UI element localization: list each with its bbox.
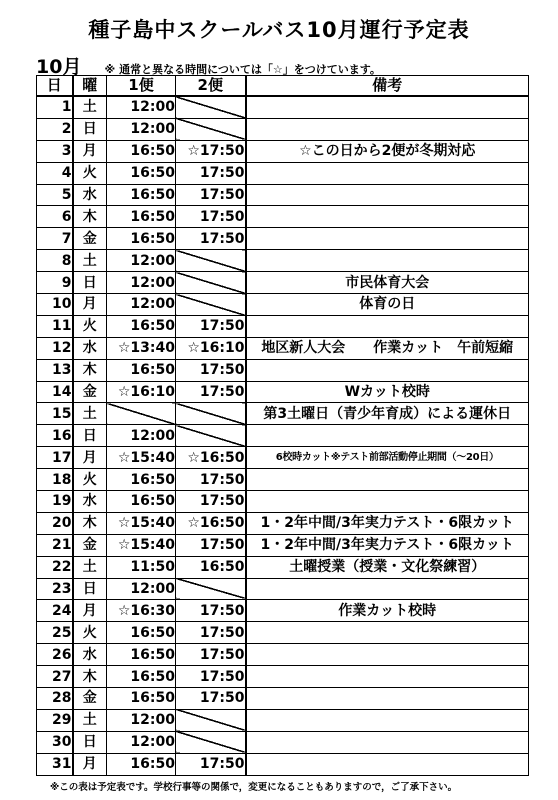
bus2-time-cell [176, 250, 246, 272]
month-label: 10月 [36, 56, 82, 78]
weekday-cell: 日 [73, 118, 107, 140]
bus2-time-cell: 17:50 [176, 666, 246, 688]
remarks-cell: ☆この日から2便が冬期対応 [246, 140, 529, 162]
bus1-time-cell: ☆15:40 [107, 512, 176, 534]
bus1-time-cell: 12:00 [107, 731, 176, 753]
day-cell: 1 [37, 96, 73, 118]
bus2-time-cell: ☆17:50 [176, 140, 246, 162]
weekday-cell: 日 [73, 578, 107, 600]
bus1-time-cell: 16:50 [107, 666, 176, 688]
remarks-cell [246, 666, 529, 688]
weekday-cell: 水 [73, 491, 107, 513]
weekday-cell: 木 [73, 359, 107, 381]
table-row [37, 753, 529, 775]
bus1-time-cell: 16:50 [107, 206, 176, 228]
table-row [37, 600, 529, 622]
bus1-time-cell [107, 403, 176, 425]
day-cell: 4 [37, 162, 73, 184]
bus1-time-cell: ☆16:30 [107, 600, 176, 622]
bus2-time-cell [176, 403, 246, 425]
remarks-cell [246, 491, 529, 513]
bus1-time-cell: 16:50 [107, 753, 176, 775]
table-row [37, 337, 529, 359]
day-cell: 17 [37, 447, 73, 469]
bus2-time-cell: 17:50 [176, 644, 246, 666]
bus1-time-cell: 16:50 [107, 184, 176, 206]
weekday-cell: 木 [73, 666, 107, 688]
table-row [37, 447, 529, 469]
bus2-time-cell [176, 96, 246, 118]
bus2-time-cell [176, 578, 246, 600]
remarks-cell: 地区新人大会 作業カット 午前短縮 [246, 337, 529, 359]
header-day: 日 [37, 76, 73, 97]
page-title: 種子島中スクールバス10月運行予定表 [88, 18, 470, 42]
header-remarks: 備考 [246, 76, 529, 97]
weekday-cell: 木 [73, 512, 107, 534]
bus1-time-cell: 12:00 [107, 272, 176, 294]
bus2-time-cell: 16:50 [176, 556, 246, 578]
remarks-cell [246, 731, 529, 753]
bus1-time-cell: 16:50 [107, 228, 176, 250]
weekday-cell: 金 [73, 381, 107, 403]
bus2-time-cell [176, 272, 246, 294]
day-cell: 19 [37, 491, 73, 513]
bus2-time-cell: ☆16:10 [176, 337, 246, 359]
remarks-cell: 土曜授業（授業・文化祭練習） [246, 556, 529, 578]
table-row [37, 140, 529, 162]
remarks-cell: 作業カット校時 [246, 600, 529, 622]
bus2-time-cell: 17:50 [176, 162, 246, 184]
remarks-cell [246, 359, 529, 381]
table-row [37, 206, 529, 228]
table-row [37, 731, 529, 753]
bus2-time-cell: ☆16:50 [176, 447, 246, 469]
weekday-cell: 月 [73, 447, 107, 469]
day-cell: 16 [37, 425, 73, 447]
table-row [37, 666, 529, 688]
remarks-cell: 1・2年中間/3年実力テスト・6限カット [246, 512, 529, 534]
table-row [37, 162, 529, 184]
bus1-time-cell: 16:50 [107, 622, 176, 644]
weekday-cell: 木 [73, 206, 107, 228]
bus1-time-cell: 12:00 [107, 96, 176, 118]
remarks-cell [246, 425, 529, 447]
bus1-time-cell: 12:00 [107, 118, 176, 140]
remarks-cell [246, 753, 529, 775]
day-cell: 18 [37, 469, 73, 491]
table-row [37, 272, 529, 294]
table-row [37, 315, 529, 337]
bus2-time-cell: 17:50 [176, 534, 246, 556]
table-row [37, 96, 529, 118]
day-cell: 14 [37, 381, 73, 403]
table-row [37, 469, 529, 491]
weekday-cell: 土 [73, 709, 107, 731]
table-row [37, 381, 529, 403]
weekday-cell: 月 [73, 753, 107, 775]
bus2-time-cell: 17:50 [176, 315, 246, 337]
bus2-time-cell: 17:50 [176, 381, 246, 403]
remarks-cell [246, 184, 529, 206]
remarks-cell [246, 709, 529, 731]
bus1-time-cell: 12:00 [107, 294, 176, 316]
day-cell: 25 [37, 622, 73, 644]
bus2-time-cell: 17:50 [176, 600, 246, 622]
day-cell: 3 [37, 140, 73, 162]
weekday-cell: 土 [73, 96, 107, 118]
day-cell: 2 [37, 118, 73, 140]
remarks-cell [246, 96, 529, 118]
remarks-cell: Wカット校時 [246, 381, 529, 403]
bus2-time-cell [176, 294, 246, 316]
remarks-cell [246, 118, 529, 140]
day-cell: 13 [37, 359, 73, 381]
weekday-cell: 火 [73, 622, 107, 644]
weekday-cell: 水 [73, 184, 107, 206]
table-row [37, 688, 529, 710]
day-cell: 12 [37, 337, 73, 359]
remarks-cell [246, 578, 529, 600]
bus2-time-cell: 17:50 [176, 688, 246, 710]
schedule-table [36, 75, 529, 776]
remarks-cell [246, 469, 529, 491]
day-cell: 21 [37, 534, 73, 556]
table-row [37, 556, 529, 578]
weekday-cell: 火 [73, 315, 107, 337]
bus2-time-cell [176, 118, 246, 140]
bus1-time-cell: ☆15:40 [107, 534, 176, 556]
weekday-cell: 月 [73, 600, 107, 622]
bus1-time-cell: ☆16:10 [107, 381, 176, 403]
weekday-cell: 金 [73, 688, 107, 710]
day-cell: 24 [37, 600, 73, 622]
table-row [37, 425, 529, 447]
bus2-time-cell [176, 731, 246, 753]
day-cell: 28 [37, 688, 73, 710]
table-row [37, 250, 529, 272]
day-cell: 26 [37, 644, 73, 666]
bus2-time-cell: 17:50 [176, 206, 246, 228]
day-cell: 11 [37, 315, 73, 337]
bus2-time-cell [176, 425, 246, 447]
remarks-cell [246, 622, 529, 644]
weekday-cell: 金 [73, 534, 107, 556]
weekday-cell: 月 [73, 294, 107, 316]
legend-note: ※ 通常と異なる時間については「☆」をつけています。 [104, 63, 381, 76]
day-cell: 27 [37, 666, 73, 688]
day-cell: 9 [37, 272, 73, 294]
bus1-time-cell: ☆13:40 [107, 337, 176, 359]
table-row [37, 622, 529, 644]
remarks-cell [246, 250, 529, 272]
table-row [37, 491, 529, 513]
table-row [37, 294, 529, 316]
bus1-time-cell: 12:00 [107, 250, 176, 272]
bus1-time-cell: 16:50 [107, 644, 176, 666]
weekday-cell: 月 [73, 140, 107, 162]
bus2-time-cell: ☆16:50 [176, 512, 246, 534]
bus1-time-cell: ☆15:40 [107, 447, 176, 469]
table-row [37, 709, 529, 731]
day-cell: 23 [37, 578, 73, 600]
day-cell: 8 [37, 250, 73, 272]
table-row [37, 403, 529, 425]
bus2-time-cell: 17:50 [176, 491, 246, 513]
weekday-cell: 日 [73, 425, 107, 447]
table-header-row [37, 76, 529, 97]
bus1-time-cell: 16:50 [107, 469, 176, 491]
bus1-time-cell: 12:00 [107, 425, 176, 447]
remarks-cell [246, 162, 529, 184]
bus2-time-cell: 17:50 [176, 184, 246, 206]
table-row [37, 512, 529, 534]
day-cell: 7 [37, 228, 73, 250]
bus1-time-cell: 16:50 [107, 491, 176, 513]
weekday-cell: 水 [73, 644, 107, 666]
bus1-time-cell: 16:50 [107, 315, 176, 337]
bus2-time-cell: 17:50 [176, 359, 246, 381]
header-bus2: 2便 [176, 76, 246, 97]
header-weekday: 曜 [73, 76, 107, 97]
bus2-time-cell [176, 709, 246, 731]
weekday-cell: 金 [73, 228, 107, 250]
bus1-time-cell: 12:00 [107, 578, 176, 600]
table-row [37, 644, 529, 666]
day-cell: 30 [37, 731, 73, 753]
weekday-cell: 日 [73, 731, 107, 753]
remarks-cell: 6校時カット※テスト前部活動停止期間（～20日） [246, 447, 529, 469]
day-cell: 10 [37, 294, 73, 316]
table-row [37, 534, 529, 556]
day-cell: 20 [37, 512, 73, 534]
bus1-time-cell: 12:00 [107, 709, 176, 731]
weekday-cell: 火 [73, 469, 107, 491]
weekday-cell: 土 [73, 556, 107, 578]
subtitle-line [36, 52, 381, 78]
weekday-cell: 水 [73, 337, 107, 359]
bus1-time-cell: 16:50 [107, 688, 176, 710]
header-bus1: 1便 [107, 76, 176, 97]
day-cell: 5 [37, 184, 73, 206]
day-cell: 31 [37, 753, 73, 775]
bus2-time-cell: 17:50 [176, 469, 246, 491]
day-cell: 29 [37, 709, 73, 731]
bus2-time-cell: 17:50 [176, 228, 246, 250]
day-cell: 6 [37, 206, 73, 228]
remarks-cell [246, 688, 529, 710]
table-row [37, 578, 529, 600]
bus1-time-cell: 16:50 [107, 140, 176, 162]
footer-note: ※この表は予定表です。学校行事等の関係で，変更になることもありますので，ご了承下さい。 [50, 782, 458, 793]
remarks-cell: 体育の日 [246, 294, 529, 316]
bus1-time-cell: 16:50 [107, 359, 176, 381]
day-cell: 22 [37, 556, 73, 578]
remarks-cell [246, 228, 529, 250]
bus2-time-cell: 17:50 [176, 753, 246, 775]
weekday-cell: 土 [73, 403, 107, 425]
bus2-time-cell: 17:50 [176, 622, 246, 644]
remarks-cell [246, 315, 529, 337]
remarks-cell: 1・2年中間/3年実力テスト・6限カット [246, 534, 529, 556]
remarks-cell: 市民体育大会 [246, 272, 529, 294]
remarks-cell: 第3土曜日（青少年育成）による運休日 [246, 403, 529, 425]
schedule-body [37, 96, 529, 775]
weekday-cell: 日 [73, 272, 107, 294]
table-row [37, 184, 529, 206]
table-row [37, 228, 529, 250]
remarks-cell [246, 206, 529, 228]
table-row [37, 359, 529, 381]
bus1-time-cell: 11:50 [107, 556, 176, 578]
remarks-cell [246, 644, 529, 666]
bus1-time-cell: 16:50 [107, 162, 176, 184]
table-row [37, 118, 529, 140]
day-cell: 15 [37, 403, 73, 425]
weekday-cell: 土 [73, 250, 107, 272]
weekday-cell: 火 [73, 162, 107, 184]
